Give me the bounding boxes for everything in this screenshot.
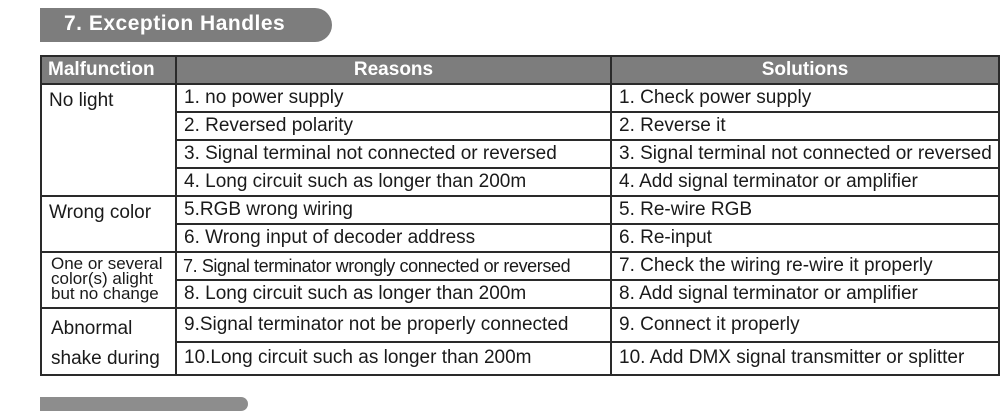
table-row	[41, 252, 999, 280]
table-row	[41, 308, 999, 342]
malfunction-line: Abnormal	[51, 318, 133, 339]
reason-cell: 8. Long circuit such as longer than 200m	[176, 280, 611, 308]
malfunction-line: color(s) alight	[51, 269, 154, 288]
reason-cell: 9.Signal terminator not be properly connected	[176, 308, 611, 342]
reason-cell: 3. Signal terminal not connected or reversed	[176, 140, 611, 168]
table-row	[41, 112, 999, 140]
solution-cell: 9. Connect it properly	[611, 308, 999, 342]
malfunction-line: shake during	[51, 348, 160, 369]
solution-cell: 1. Check power supply	[611, 84, 999, 112]
table-row	[41, 140, 999, 168]
table-row	[41, 280, 999, 308]
reason-cell: 4. Long circuit such as longer than 200m	[176, 168, 611, 196]
section-header	[40, 8, 332, 42]
solution-cell: 6. Re-input	[611, 224, 999, 252]
reason-cell: 5.RGB wrong wiring	[176, 196, 611, 224]
reason-cell: 1. no power supply	[176, 84, 611, 112]
header-reasons: Reasons	[176, 56, 611, 84]
malfunction-line: One or several	[51, 254, 163, 273]
solution-cell: 2. Reverse it	[611, 112, 999, 140]
solution-cell: 10. Add DMX signal transmitter or splitter	[611, 342, 999, 376]
reason-cell: 7. Signal terminator wrongly connected or reversed	[176, 252, 611, 280]
exception-table	[40, 55, 1000, 376]
solution-cell: 5. Re-wire RGB	[611, 196, 999, 224]
header-malfunction: Malfunction	[41, 56, 176, 84]
reason-cell: 2. Reversed polarity	[176, 112, 611, 140]
solution-cell: 3. Signal terminal not connected or reversed	[611, 140, 999, 168]
malfunction-line: but no change	[51, 284, 159, 303]
solution-cell: 4. Add signal terminator or amplifier	[611, 168, 999, 196]
header-solutions: Solutions	[611, 56, 999, 84]
malfunction-cell	[41, 252, 176, 308]
solution-cell: 8. Add signal terminator or amplifier	[611, 280, 999, 308]
table-row	[41, 84, 999, 112]
malfunction-cell: Wrong color	[41, 196, 176, 252]
section-title: 7. Exception Handles	[64, 12, 286, 35]
reason-cell: 10.Long circuit such as longer than 200m	[176, 342, 611, 376]
table-row	[41, 224, 999, 252]
table-row	[41, 342, 999, 376]
reason-cell: 6. Wrong input of decoder address	[176, 224, 611, 252]
malfunction-cell	[41, 308, 176, 375]
table-row	[41, 196, 999, 224]
malfunction-cell: No light	[41, 84, 176, 196]
next-section-header	[40, 397, 248, 411]
table-header-row	[41, 56, 999, 84]
table-row	[41, 168, 999, 196]
solution-cell: 7. Check the wiring re-wire it properly	[611, 252, 999, 280]
